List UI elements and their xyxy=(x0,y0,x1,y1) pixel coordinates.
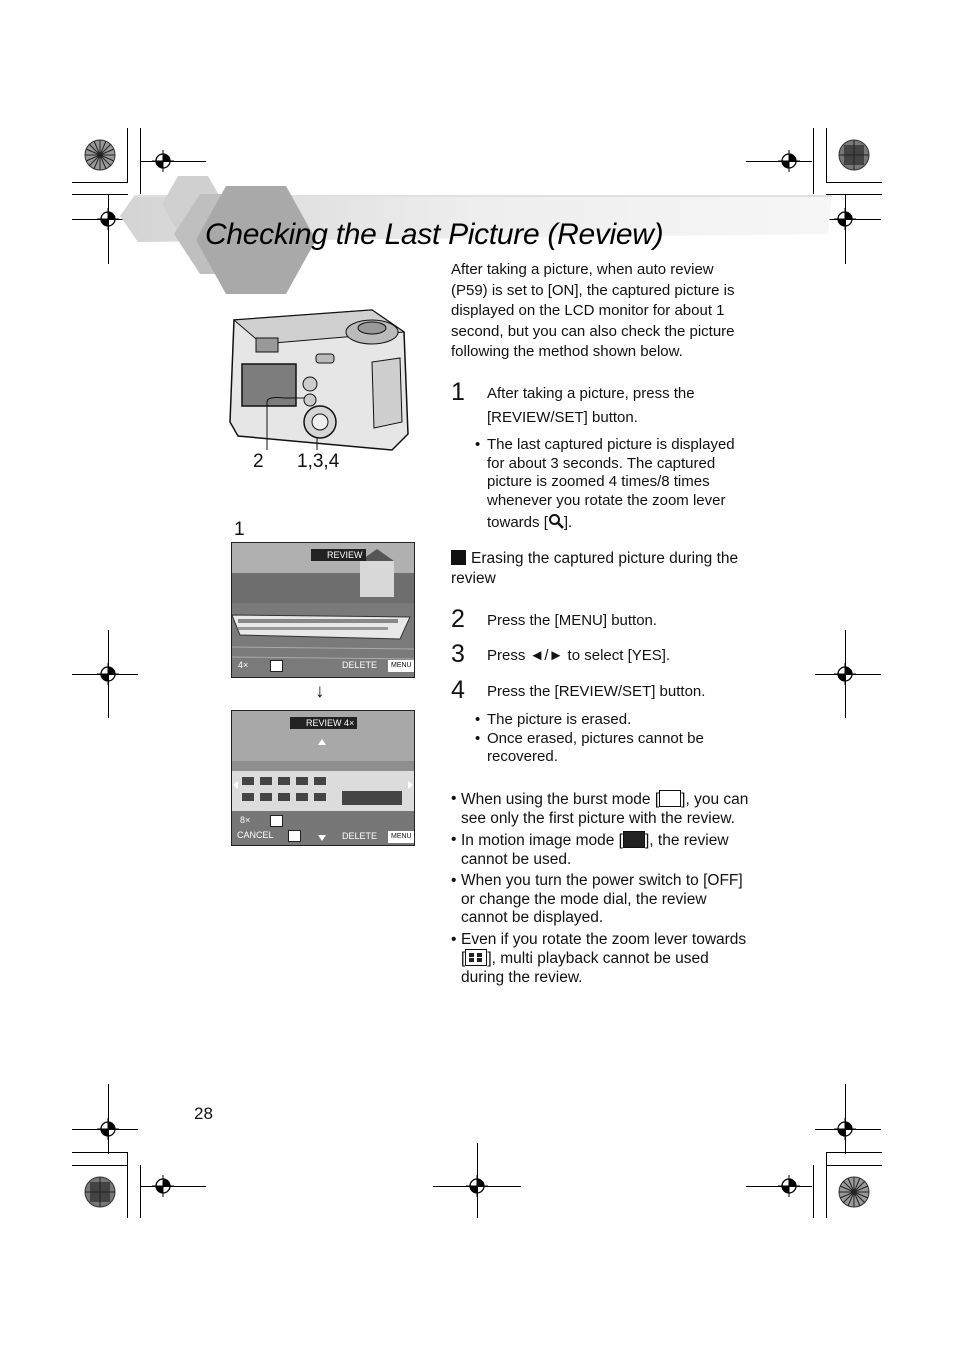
menu-badge: MENU xyxy=(388,831,415,843)
step-4-bullets xyxy=(475,711,751,767)
intro-paragraph: After taking a picture, when auto review (P59) is set to [ON], the captured picture is displayed on the LCD monitor for about 1 second, but you can also check the picture following the method shown below. xyxy=(451,261,735,360)
motion-image-icon xyxy=(623,831,645,848)
note-item: • In motion image mode [ ], the review cannot be used. xyxy=(451,831,751,869)
delete-label: DELETE xyxy=(342,831,378,841)
step-text: Press the [REVIEW/SET] button. xyxy=(487,683,706,700)
registration-mark-icon xyxy=(778,1175,800,1197)
step-1-bullets xyxy=(475,436,751,536)
starburst-mark-icon xyxy=(84,1176,116,1208)
page-number: 28 xyxy=(194,1104,213,1123)
camera-illustration xyxy=(222,302,418,458)
camera-label-1-3-4: 1,3,4 xyxy=(297,451,340,472)
registration-mark-icon xyxy=(834,1118,856,1140)
zoom-indicator: 8× xyxy=(240,815,251,825)
registration-mark-icon xyxy=(97,208,119,230)
zoom-indicator: 4× xyxy=(238,660,249,670)
starburst-mark-icon xyxy=(838,139,870,171)
review-badge: REVIEW xyxy=(311,549,366,561)
multi-playback-icon xyxy=(465,949,487,966)
notes-list xyxy=(451,790,751,990)
step-number: 1 xyxy=(451,378,465,406)
step-number: 2 xyxy=(451,605,465,633)
arrows-icon: ◄/► xyxy=(529,647,564,664)
magnify-icon xyxy=(270,815,283,827)
review-zoom-badge: REVIEW 4× xyxy=(290,717,357,729)
camera-label-2: 2 xyxy=(253,451,264,472)
note-item: • Even if you rotate the zoom lever towards [ ], multi playback cannot be used during the review. xyxy=(451,931,751,988)
menu-badge: MENU xyxy=(388,660,415,672)
lcd-screen-review xyxy=(231,542,415,678)
step-text: After taking a picture, press the [REVIEW/SET] button. xyxy=(487,385,695,426)
registration-mark-icon xyxy=(778,150,800,172)
screen-label-1: 1 xyxy=(234,519,245,540)
registration-mark-icon xyxy=(834,208,856,230)
bullet-item: • The last captured picture is displayed for about 3 seconds. The captured picture is zoomed 4 times/8 times whenever you rotate the zoom lever towards [ ]. xyxy=(475,436,751,536)
registration-mark-icon xyxy=(834,663,856,685)
burst-mode-icon xyxy=(659,790,681,807)
bullet-item: • Once erased, pictures cannot be recovered. xyxy=(475,730,751,767)
starburst-mark-icon xyxy=(84,139,116,171)
step-text: Press the [MENU] button. xyxy=(487,612,658,629)
section-heading: Erasing the captured picture during the review xyxy=(451,550,739,587)
step-number: 4 xyxy=(451,676,465,704)
delete-label: DELETE xyxy=(342,660,378,670)
note-item: • When you turn the power switch to [OFF] or change the mode dial, the review cannot be displayed. xyxy=(451,872,751,928)
step-text: Press ◄/► to select [YES]. xyxy=(487,647,671,664)
registration-mark-icon xyxy=(97,1118,119,1140)
registration-mark-icon xyxy=(97,663,119,685)
step-number: 3 xyxy=(451,640,465,668)
registration-mark-icon xyxy=(466,1175,488,1197)
magnify-icon xyxy=(548,513,564,529)
lcd-screen-zoomed xyxy=(231,710,415,846)
starburst-mark-icon xyxy=(838,1176,870,1208)
down-arrow-icon: ↓ xyxy=(315,681,325,702)
note-item: • When using the burst mode [ ], you can see only the first picture with the review. xyxy=(451,790,751,828)
magnify-icon xyxy=(270,660,283,672)
cancel-label: CANCEL xyxy=(237,830,274,840)
page-title: Checking the Last Picture (Review) xyxy=(205,218,664,251)
bullet-item: • The picture is erased. xyxy=(475,711,751,730)
square-bullet-icon xyxy=(451,550,466,565)
multi-playback-icon xyxy=(288,830,301,842)
registration-mark-icon xyxy=(152,1175,174,1197)
